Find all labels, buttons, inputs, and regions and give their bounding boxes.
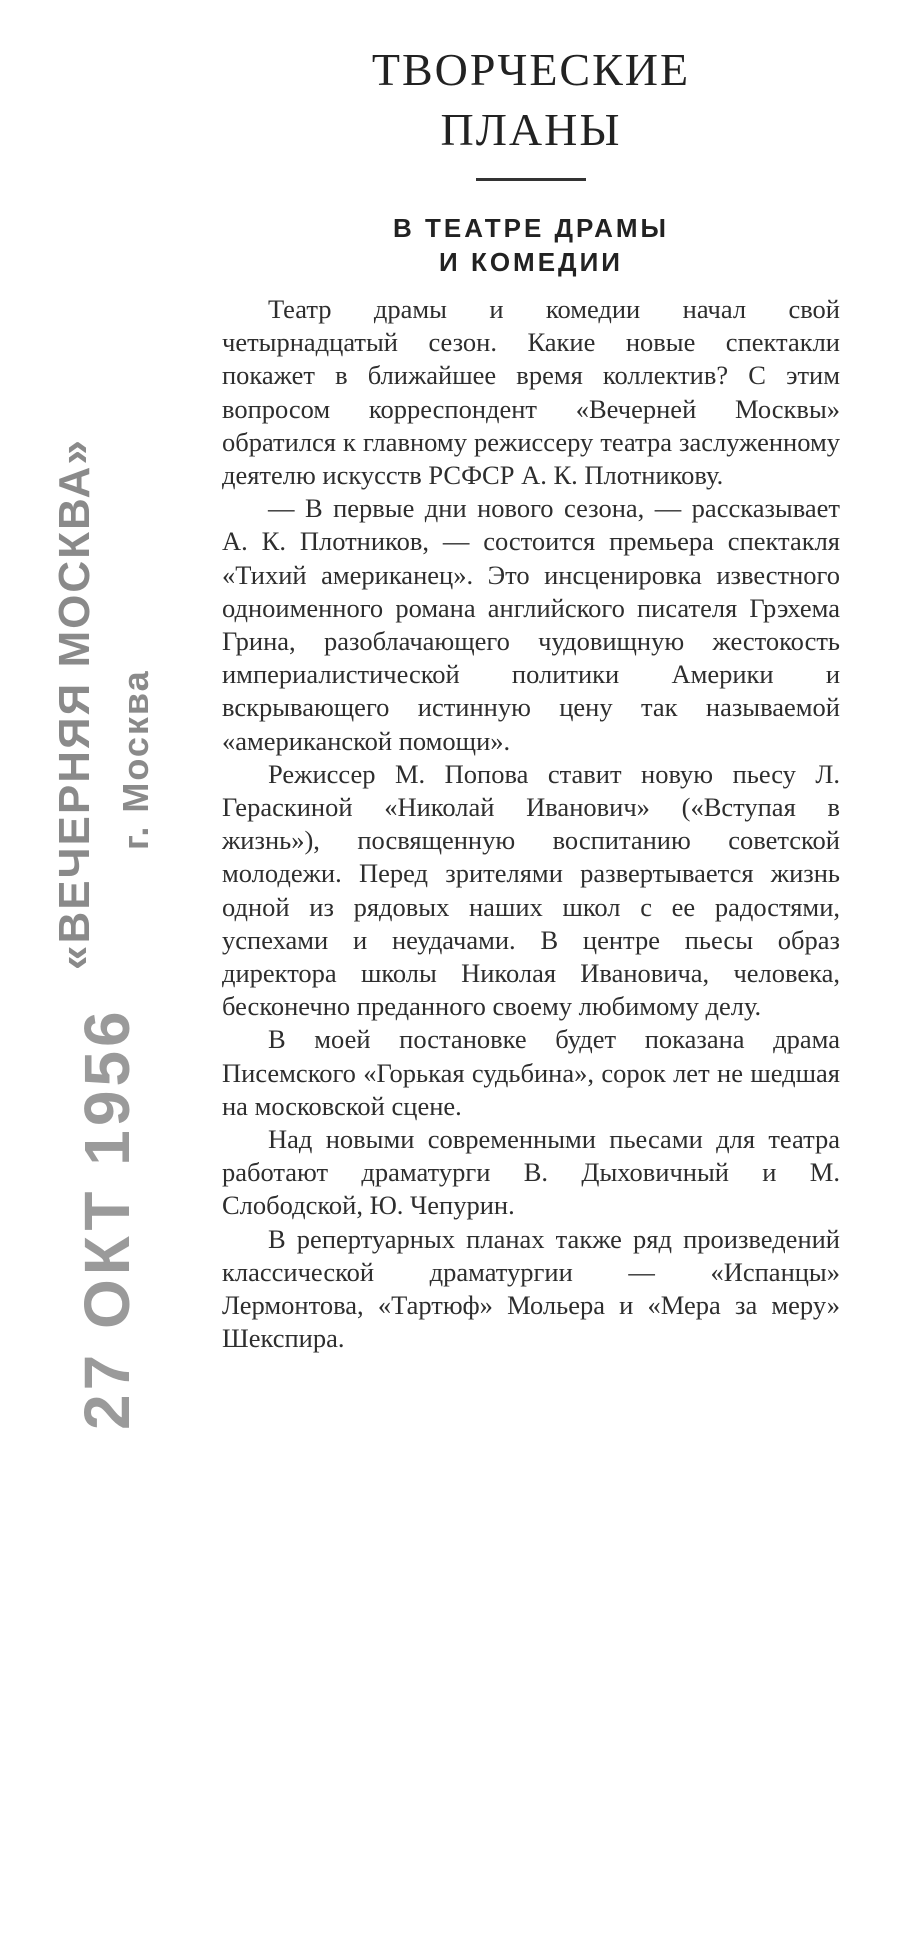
title-divider — [476, 178, 586, 181]
paragraph: Режиссер М. Попова ставит новую пьесу Л. Гераскиной «Николай Иванович» («Вступая в жизнь»), посвященную воспитанию советской молодежи. Перед зрителями развертывается жизнь одной из рядовых наших школ с ее радостями, успехами и неудачами. В центре пьесы образ директора школы Николая Ивановича, человека, бесконечно преданного своему любимому делу. — [222, 758, 840, 1022]
title-line-1: ТВОРЧЕСКИЕ — [371, 44, 691, 95]
article-title — [222, 40, 840, 160]
stamp-city: г. Москва — [115, 669, 156, 850]
article-subtitle — [222, 211, 840, 279]
subtitle-line-1: В ТЕАТРЕ ДРАМЫ — [393, 213, 669, 243]
archive-stamp — [30, 438, 156, 1450]
stamp-date: 27 ОКТ 1956 — [71, 1007, 143, 1430]
paragraph: Над новыми современными пьесами для театра работают драматурги В. Дыховичный и М. Слободской, Ю. Чепурин. — [222, 1124, 840, 1221]
paragraph: В моей постановке будет показана драма Писемского «Горькая судьбина», сорок лет не шедшая на московской сцене. — [222, 1024, 840, 1121]
paragraph: — В первые дни нового сезона, — рассказывает А. К. Плотников, — состоится премьера спектакля «Тихий американец». Это инсценировка известного одноименного романа английского писателя Грэхема Грина, разоблачающего чудовищную жестокость империалистической политики Америки и вскрывающего истинную цену так называемой «американской помощи». — [222, 493, 840, 756]
article — [222, 40, 840, 1356]
stamp-newspaper-name: «ВЕЧЕРНЯЯ МОСКВА» — [50, 438, 99, 970]
title-line-2: ПЛАНЫ — [440, 104, 622, 155]
paragraph: В репертуарных планах также ряд произведений классической драматургии — «Испанцы» Лермонтова, «Тартюф» Мольера и «Мера за меру» Шекспира. — [222, 1223, 840, 1354]
subtitle-line-2: И КОМЕДИИ — [439, 247, 623, 277]
paragraph: Театр драмы и комедии начал свой четырнадцатый сезон. Какие новые спектакли покажет в ближайшее время коллектив? С этим вопросом корреспондент «Вечерней Москвы» обратился к главному режиссеру театра заслуженному деятелю искусств РСФСР А. К. Плотникову. — [222, 294, 840, 491]
